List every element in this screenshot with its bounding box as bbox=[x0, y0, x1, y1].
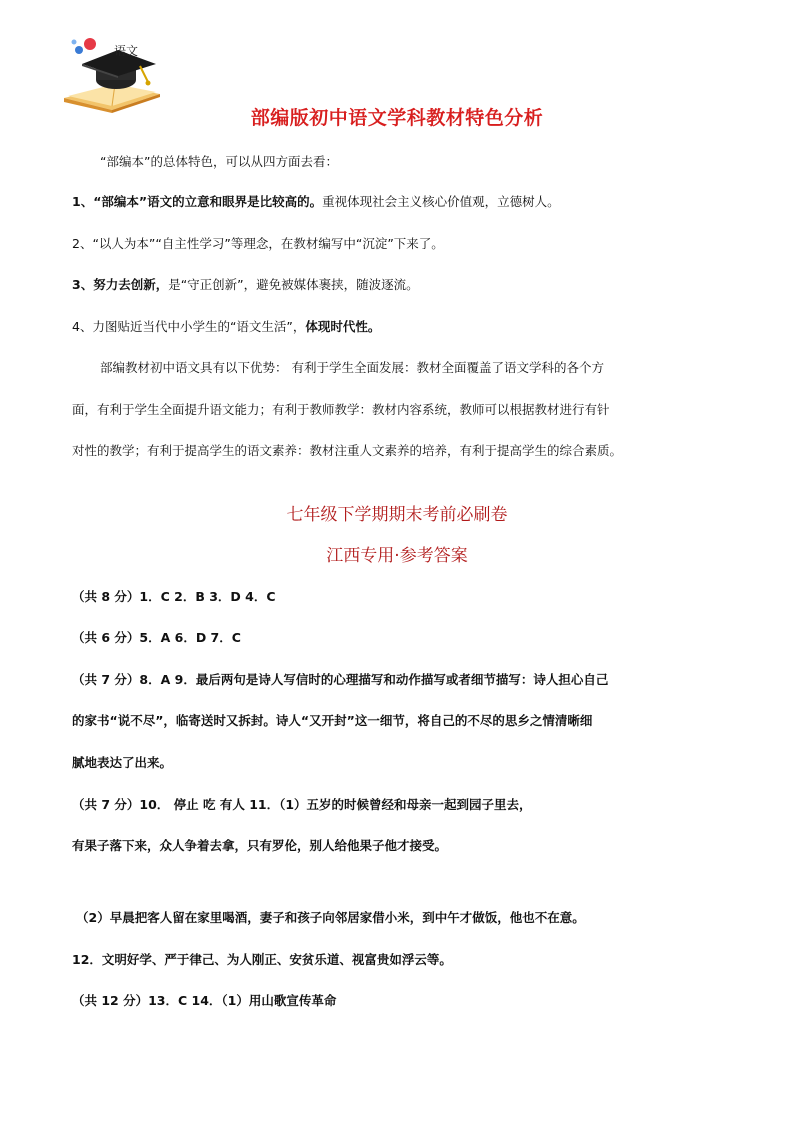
intro-item-4 bbox=[72, 317, 380, 335]
answer-line-5: 腻地表达了出来。 bbox=[72, 755, 173, 770]
answer-line-7: 有果子落下来，众人争着去拿，只有罗伦，别人给他果子他才接受。 bbox=[72, 838, 448, 853]
answer-line-6: （共 7 分）10． 停止 吃 有人 11．（1）五岁的时候曾经和母亲一起到园子里去， bbox=[72, 797, 532, 812]
intro-item-1-bold: 1、“部编本”语文的立意和眼界是比较高的。 bbox=[72, 194, 323, 209]
answer-line-4: 的家书“说不尽”，临寄送时又拆封。诗人“又开封”这一细节，将自己的不尽的思乡之情清晰细 bbox=[72, 713, 593, 728]
intro-item-4-text: 4、力图贴近当代中小学生的“语文生活”， bbox=[72, 319, 306, 334]
answer-line-8: （2）早晨把客人留在家里喝酒，妻子和孩子向邻居家借小米，到中午才做饭，他也不在意。 bbox=[76, 910, 585, 925]
exam-title: 七年级下学期期末考前必刷卷 bbox=[286, 505, 508, 525]
intro-item-1-text: 重视体现社会主义核心价值观，立德树人。 bbox=[322, 194, 560, 209]
advantage-paragraph-line-2: 面，有利于学生全面提升语文能力；有利于教师教学：教材内容系统，教师可以根据教材进行有针 bbox=[72, 402, 610, 417]
answer-line-9: 12．文明好学、严于律己、为人刚正、安贫乐道、视富贵如浮云等。 bbox=[72, 952, 452, 967]
intro-item-1 bbox=[72, 192, 560, 210]
page-title: 部编版初中语文学科教材特色分析 bbox=[250, 107, 544, 129]
answer-key-title: 江西专用·参考答案 bbox=[326, 546, 468, 566]
answer-line-2: （共 6 分）5．A 6．D 7．C bbox=[72, 630, 241, 645]
advantage-paragraph-line-1: 部编教材初中语文具有以下优势： 有利于学生全面发展：教材全面覆盖了语文学科的各个方 bbox=[100, 360, 604, 375]
advantage-paragraph-line-3: 对性的教学；有利于提高学生的语文素养：教材注重人文素养的培养，有利于提高学生的综合素质。 bbox=[72, 443, 623, 458]
intro-item-3-text: 是“守正创新”，避免被媒体裹挟，随波逐流。 bbox=[168, 277, 419, 292]
intro-lead: “部编本”的总体特色，可以从四方面去看： bbox=[100, 154, 338, 169]
intro-item-3 bbox=[72, 275, 419, 293]
intro-item-2: 2、“以人为本”“自主性学习”等理念，在教材编写中“沉淀”下来了。 bbox=[72, 236, 444, 251]
answer-line-10: （共 12 分）13．C 14．（1）用山歌宣传革命 bbox=[72, 993, 337, 1008]
answer-line-1: （共 8 分）1．C 2．B 3．D 4．C bbox=[72, 589, 276, 604]
logo-label: 语文 bbox=[114, 44, 139, 58]
answer-line-3: （共 7 分）8．A 9．最后两句是诗人写信时的心理描写和动作描写或者细节描写：诗人担心自己 bbox=[72, 672, 609, 687]
intro-item-3-bold: 3、努力去创新， bbox=[72, 277, 169, 292]
intro-item-4-bold: 体现时代性。 bbox=[305, 319, 381, 334]
